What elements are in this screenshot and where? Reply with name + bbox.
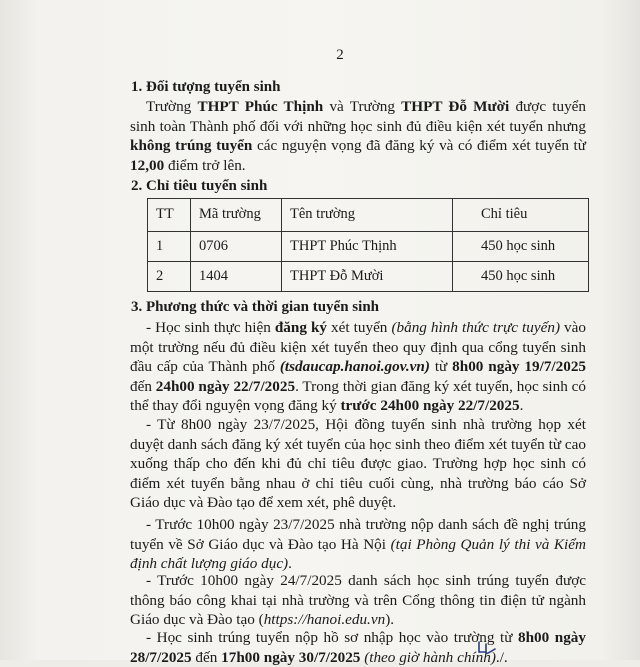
- table-cell: 450 học sinh: [453, 262, 589, 292]
- table-cell: 450 học sinh: [453, 232, 589, 262]
- section2-heading: 2. Chỉ tiêu tuyển sinh: [131, 178, 268, 194]
- table-cell: THPT Phúc Thịnh: [282, 232, 453, 262]
- section1-paragraph: Trường THPT Phúc Thịnh và Trường THPT Đỗ Mười được tuyển sinh toàn Thành phố đối với những học sinh đủ điều kiện xét tuyển nhưng không trúng tuyển các nguyện vọng đã đăng ký và có điểm xét tuyển từ 12,00 điểm trở lên.: [130, 98, 586, 174]
- section3-bullet-4: - Trước 10h00 ngày 24/7/2025 danh sách học sinh trúng tuyển được thông báo công khai tại nhà trường và trên Cổng thông tin điện tử ngành Giáo dục và Đào tạo (https://hanoi.edu.vn).: [130, 572, 586, 629]
- quota-table: [147, 198, 589, 292]
- table-row: [148, 232, 589, 262]
- table-row: [148, 262, 589, 292]
- table-header-row: [148, 199, 589, 232]
- table-header-cell: Tên trường: [282, 199, 453, 232]
- section3-bullet-2: - Từ 8h00 ngày 23/7/2025, Hội đồng tuyển sinh nhà trường họp xét duyệt danh sách đăng ký xét tuyển của học sinh theo điểm xét tuyển từ cao xuống thấp cho đến khi đủ chỉ tiêu được giao. Trường hợp học sinh có điểm xét tuyển bằng nhau ở chỉ tiêu cuối cùng, nhà trường báo cáo Sở Giáo dục và Đào tạo để xem xét, phê duyệt.: [130, 416, 586, 512]
- table-header-cell: TT: [148, 199, 191, 232]
- section3-bullet-5: - Học sinh trúng tuyển nộp hồ sơ nhập học vào trường từ 8h00 ngày 28/7/2025 đến 17h00 ngày 30/7/2025 (theo giờ hành chính)./.: [130, 629, 586, 666]
- table-header-cell: Mã trường: [191, 199, 282, 232]
- section3-bullet-1: - Học sinh thực hiện đăng ký xét tuyển (bằng hình thức trực tuyến) vào một trường nếu đủ điều kiện xét tuyển theo quy định qua cổng tuyển sinh đầu cấp của Thành phố (tsdaucap.hanoi.gov.vn) từ 8h00 ngày 19/7/2025 đến 24h00 ngày 22/7/2025. Trong thời gian đăng ký xét tuyển, học sinh có thể thay đổi nguyện vọng đăng ký trước 24h00 ngày 22/7/2025.: [130, 319, 587, 415]
- table-cell: THPT Đỗ Mười: [282, 262, 453, 292]
- section3-heading: 3. Phương thức và thời gian tuyển sinh: [131, 299, 379, 315]
- table-cell: 1404: [191, 262, 282, 292]
- page-number: 2: [336, 47, 344, 63]
- table-cell: 0706: [191, 232, 282, 262]
- section3-bullet-3: - Trước 10h00 ngày 23/7/2025 nhà trường nộp danh sách đề nghị trúng tuyển về Sở Giáo dục và Đào tạo Hà Nội (tại Phòng Quản lý thi và Kiểm định chất lượng giáo dục).: [130, 516, 586, 573]
- table-cell: 2: [148, 262, 191, 292]
- table-cell: 1: [148, 232, 191, 262]
- section1-heading: 1. Đối tượng tuyển sinh: [131, 79, 281, 95]
- table-header-cell: Chỉ tiêu: [453, 199, 589, 232]
- initial-mark-icon: [476, 640, 498, 656]
